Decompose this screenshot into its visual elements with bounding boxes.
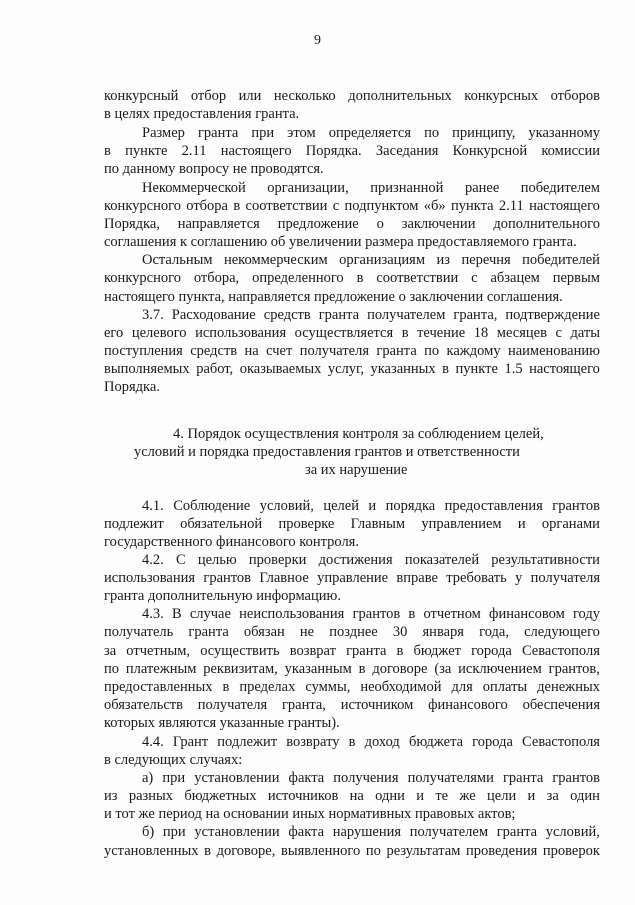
text-line: подлежит обязательной проверке Главным управлением и органами [104, 516, 600, 532]
text-line: Порядка. [104, 379, 160, 395]
text-line: по платежным реквизитам, указанным в договоре (за исключением грантов, [104, 661, 600, 677]
text-line: и тот же период на основании иных нормативных правовых актов; [104, 806, 516, 822]
text-line: предоставленных в пределах суммы, необходимой для оплаты денежных [104, 679, 600, 695]
text-line: б) при установлении факта нарушения получателем гранта условий, [142, 824, 600, 840]
text-line: 4.1. Соблюдение условий, целей и порядка предоставления грантов [142, 498, 600, 514]
text-line: за отчетным, осуществить возврат гранта в бюджет города Севастополя [104, 643, 600, 659]
section-heading-line: 4. Порядок осуществления контроля за соблюдением целей, [173, 426, 544, 442]
text-line: поступления средств на счет получателя гранта по каждому наименованию [104, 343, 600, 359]
text-line: его целевого использования осуществляется в течение 18 месяцев с даты [104, 325, 600, 341]
text-line: в следующих случаях: [104, 752, 243, 768]
text-line: Порядка, направляется предложение о заключении дополнительного [104, 216, 600, 232]
text-line: использования грантов Главное управление вправе требовать у получателя [104, 570, 600, 586]
text-line: по данному вопросу не проводятся. [104, 161, 324, 177]
text-line: в пункте 2.11 настоящего Порядка. Заседания Конкурсной комиссии [104, 143, 600, 159]
text-line: соглашения к соглашению об увеличении размера предоставляемого гранта. [104, 234, 577, 250]
text-line: обязательств получателя гранта, источником финансового обеспечения [104, 697, 600, 713]
text-line: выполняемых работ, оказываемых услуг, указанных в пункте 1.5 настоящего [104, 361, 600, 377]
text-line: в целях предоставления гранта. [104, 106, 300, 122]
text-line: конкурсного отбора в соответствии с подпунктом «б» пункта 2.11 настоящего [104, 198, 600, 214]
text-line: получатель гранта обязан не позднее 30 января года, следующего [104, 624, 600, 640]
text-line: конкурсный отбор или несколько дополнительных конкурсных отборов [104, 88, 600, 104]
text-line: Размер гранта при этом определяется по принципу, указанному [142, 125, 600, 141]
text-line: 4.3. В случае неиспользования грантов в отчетном финансовом году [142, 606, 600, 622]
text-line: настоящего пункта, направляется предложение о заключении соглашения. [104, 289, 563, 305]
text-line: 3.7. Расходование средств гранта получателем гранта, подтверждение [142, 307, 600, 323]
text-line: а) при установлении факта получения получателями гранта грантов [142, 770, 600, 786]
page-number: 9 [314, 33, 321, 48]
text-line: установленных в договоре, выявленного по результатам проведения проверок [104, 843, 600, 859]
text-line: которых являются указанные гранты). [104, 715, 340, 731]
text-line: Остальным некоммерческим организациям из перечня победителей [142, 252, 600, 268]
text-line: Некоммерческой организации, признанной ранее победителем [142, 180, 600, 196]
text-line: конкурсного отбора, определенного в соответствии с абзацем первым [104, 270, 600, 286]
text-line: из разных бюджетных источников на одни и те же цели и за один [104, 788, 600, 804]
text-line: государственного финансового контроля. [104, 534, 359, 550]
section-heading-line: условий и порядка предоставления грантов и ответственности [134, 444, 520, 460]
text-line: гранта дополнительную информацию. [104, 588, 341, 604]
text-line: 4.2. С целью проверки достижения показателей результативности [142, 552, 600, 568]
text-line: 4.4. Грант подлежит возврату в доход бюджета города Севастополя [142, 734, 600, 750]
section-heading-line: за их нарушение [305, 462, 408, 478]
